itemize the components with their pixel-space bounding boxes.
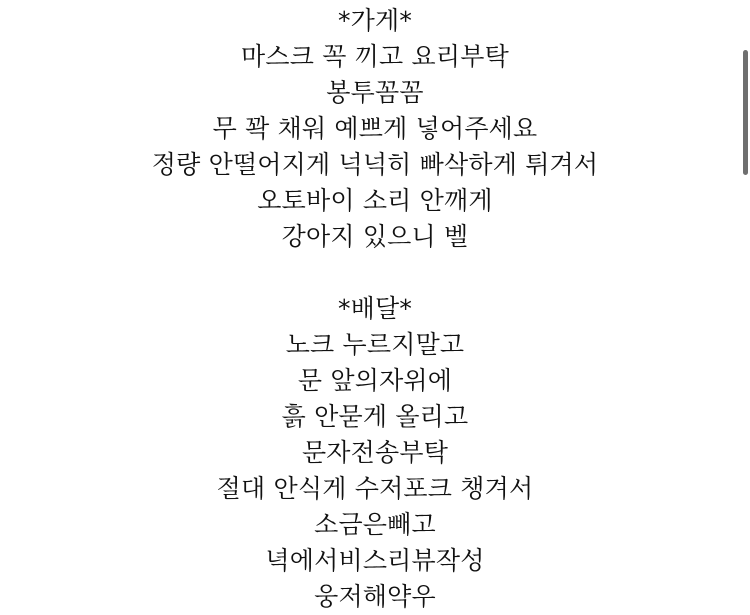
delivery-line-6: 소금은빼고 (314, 510, 436, 539)
delivery-line-4: 문자전송부탁 (301, 438, 449, 467)
blank-line (0, 255, 750, 291)
delivery-line-1: 노크 누르지말고 (285, 330, 465, 359)
delivery-line-2: 문 앞의자위에 (297, 366, 453, 395)
store-line-3: 무 꽉 채워 예쁘게 넣어주세요 (212, 114, 538, 143)
store-line-6: 강아지 있으니 벨 (281, 222, 469, 251)
delivery-line-5: 절대 안식게 수저포크 챙겨서 (216, 474, 534, 503)
store-line-1: 마스크 꼭 끼고 요리부탁 (241, 42, 509, 71)
store-line-2: 봉투꼼꼼 (326, 78, 424, 107)
store-line-4: 정량 안떨어지게 넉넉히 빠삭하게 튀겨서 (151, 150, 599, 179)
memo-text-area (0, 3, 750, 615)
delivery-line-8: 웅저해약우 (314, 582, 436, 611)
delivery-heading: *배달* (337, 294, 413, 323)
delivery-line-7: 녁에서비스리뷰작성 (265, 546, 485, 575)
delivery-line-3: 흙 안묻게 올리고 (281, 402, 469, 431)
vertical-scrollbar[interactable] (743, 50, 748, 175)
store-heading: *가게* (337, 6, 413, 35)
store-line-5: 오토바이 소리 안깨게 (257, 186, 493, 215)
